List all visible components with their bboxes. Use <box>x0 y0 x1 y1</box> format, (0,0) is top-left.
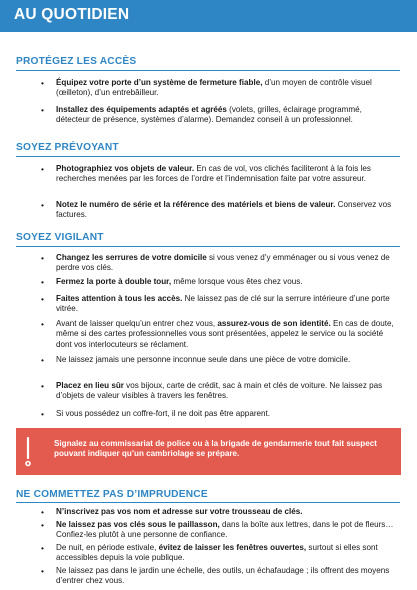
item-text: Ne laissez pas de clé sur la serrure intérieure d’une porte vitrée. <box>56 294 390 314</box>
list-item <box>41 565 396 587</box>
bullet: • <box>41 104 44 115</box>
bullet: • <box>41 354 44 365</box>
item-emphasis: évitez de laisser les fenêtres ouvertes, <box>158 543 307 552</box>
item-text: Ne laissez jamais une personne inconnue seule dans une pièce de votre domicile. <box>56 355 351 364</box>
list-item <box>41 519 396 541</box>
list-item <box>41 354 396 365</box>
list-item <box>41 163 396 185</box>
list-item <box>41 293 396 315</box>
item-text: En cas de vol, vos clichés faciliteront à la fois les recherches menées par les forces de l’ordre et l’indemnisation faite par votre assureur. <box>56 164 371 184</box>
item-emphasis: N’inscrivez pas vos nom et adresse sur votre trousseau de clés. <box>56 507 303 516</box>
list-item <box>41 380 396 402</box>
bullet: • <box>41 408 44 419</box>
item-emphasis: Photographiez vos objets de valeur. <box>56 164 195 173</box>
list-item <box>41 276 396 287</box>
item-text: Si vous possédez un coffre-fort, il ne doit pas être apparent. <box>56 409 271 418</box>
item-text-pre: De nuit, en période estivale, <box>56 543 159 552</box>
item-text: dans la boîte aux lettres, dans le pot de fleurs… Confiez-les plutôt à une personne de confiance. <box>56 520 394 540</box>
alert-box <box>16 428 401 475</box>
list-item <box>41 408 396 419</box>
bullet: • <box>41 542 44 553</box>
list-item <box>41 199 396 221</box>
item-text-pre: Avant de laisser quelqu’un entrer chez vous, <box>56 319 218 328</box>
bullet: • <box>41 318 44 329</box>
item-text: Ne laissez pas dans le jardin une échelle, des outils, un échafaudage ; ils offrent des moyens d’entrer chez vous. <box>56 566 390 586</box>
item-emphasis: assurez-vous de son identité. <box>217 319 331 328</box>
section-divider <box>16 246 400 247</box>
item-emphasis: Placez en lieu sûr <box>56 381 124 390</box>
section-title-imprudence: NE COMMETTEZ PAS D’IMPRUDENCE <box>16 489 208 500</box>
item-text: d’un moyen de contrôle visuel (œilleton), d’un entrebâilleur. <box>56 78 372 98</box>
section-title-proteger: PROTÉGEZ LES ACCÈS <box>16 56 137 67</box>
item-text: vos bijoux, carte de crédit, sac à main et clés de voiture. Ne laissez pas d’objets de valeur visibles à travers les fenêtres. <box>56 381 383 401</box>
item-emphasis: Changez les serrures de votre domicile <box>56 253 207 262</box>
bullet: • <box>41 77 44 88</box>
bullet: • <box>41 293 44 304</box>
section-divider <box>16 70 400 71</box>
bullet: • <box>41 519 44 530</box>
item-text: (volets, grilles, éclairage programmé, détecteur de présence, systèmes d’alarme). Demandez conseil à un professionnel. <box>56 105 362 125</box>
item-emphasis: Équipez votre porte d’un système de fermeture fiable, <box>56 78 263 87</box>
alert-text: Signalez au commissariat de police ou à la brigade de gendarmerie tout fait suspect pouvant indiquer qu’un cambriolage se prépare. <box>54 439 377 459</box>
bullet: • <box>41 565 44 576</box>
list-item <box>41 104 396 126</box>
item-text: En cas de doute, même si des cartes professionnelles vous sont présentées, appelez le service ou la société dont vos interlocuteurs se réclament. <box>56 319 394 349</box>
bullet: • <box>41 199 44 210</box>
item-text: si vous venez d’y emménager ou si vous venez de perdre vos clés. <box>56 253 390 273</box>
bullet: • <box>41 163 44 174</box>
list-item <box>41 318 396 350</box>
item-text: Conservez vos factures. <box>56 200 392 220</box>
bullet: • <box>41 276 44 287</box>
list-item <box>41 252 396 274</box>
item-text: même lorsque vous êtes chez vous. <box>171 277 303 286</box>
list-item <box>41 77 396 99</box>
item-emphasis: Faites attention à tous les accès. <box>56 294 183 303</box>
page-header <box>0 0 417 32</box>
item-text: surtout si elles sont accessibles depuis la voie publique. <box>56 543 378 563</box>
section-title-vigilant: SOYEZ VIGILANT <box>16 232 104 243</box>
bullet: • <box>41 380 44 391</box>
item-emphasis: Fermez la porte à double tour, <box>56 277 172 286</box>
bullet: • <box>41 252 44 263</box>
item-emphasis: Installez des équipements adaptés et agréés <box>56 105 227 114</box>
list-item <box>41 542 396 564</box>
exclamation-icon <box>23 437 33 467</box>
item-emphasis: Notez le numéro de série et la référence des matériels et biens de valeur. <box>56 200 336 209</box>
bullet: • <box>41 506 44 517</box>
section-divider <box>16 502 400 503</box>
list-item <box>41 506 396 517</box>
section-divider <box>16 156 400 157</box>
page-title: AU QUOTIDIEN <box>14 6 130 23</box>
section-title-prevoyant: SOYEZ PRÉVOYANT <box>16 142 119 153</box>
item-emphasis: Ne laissez pas vos clés sous le paillasson, <box>56 520 220 529</box>
